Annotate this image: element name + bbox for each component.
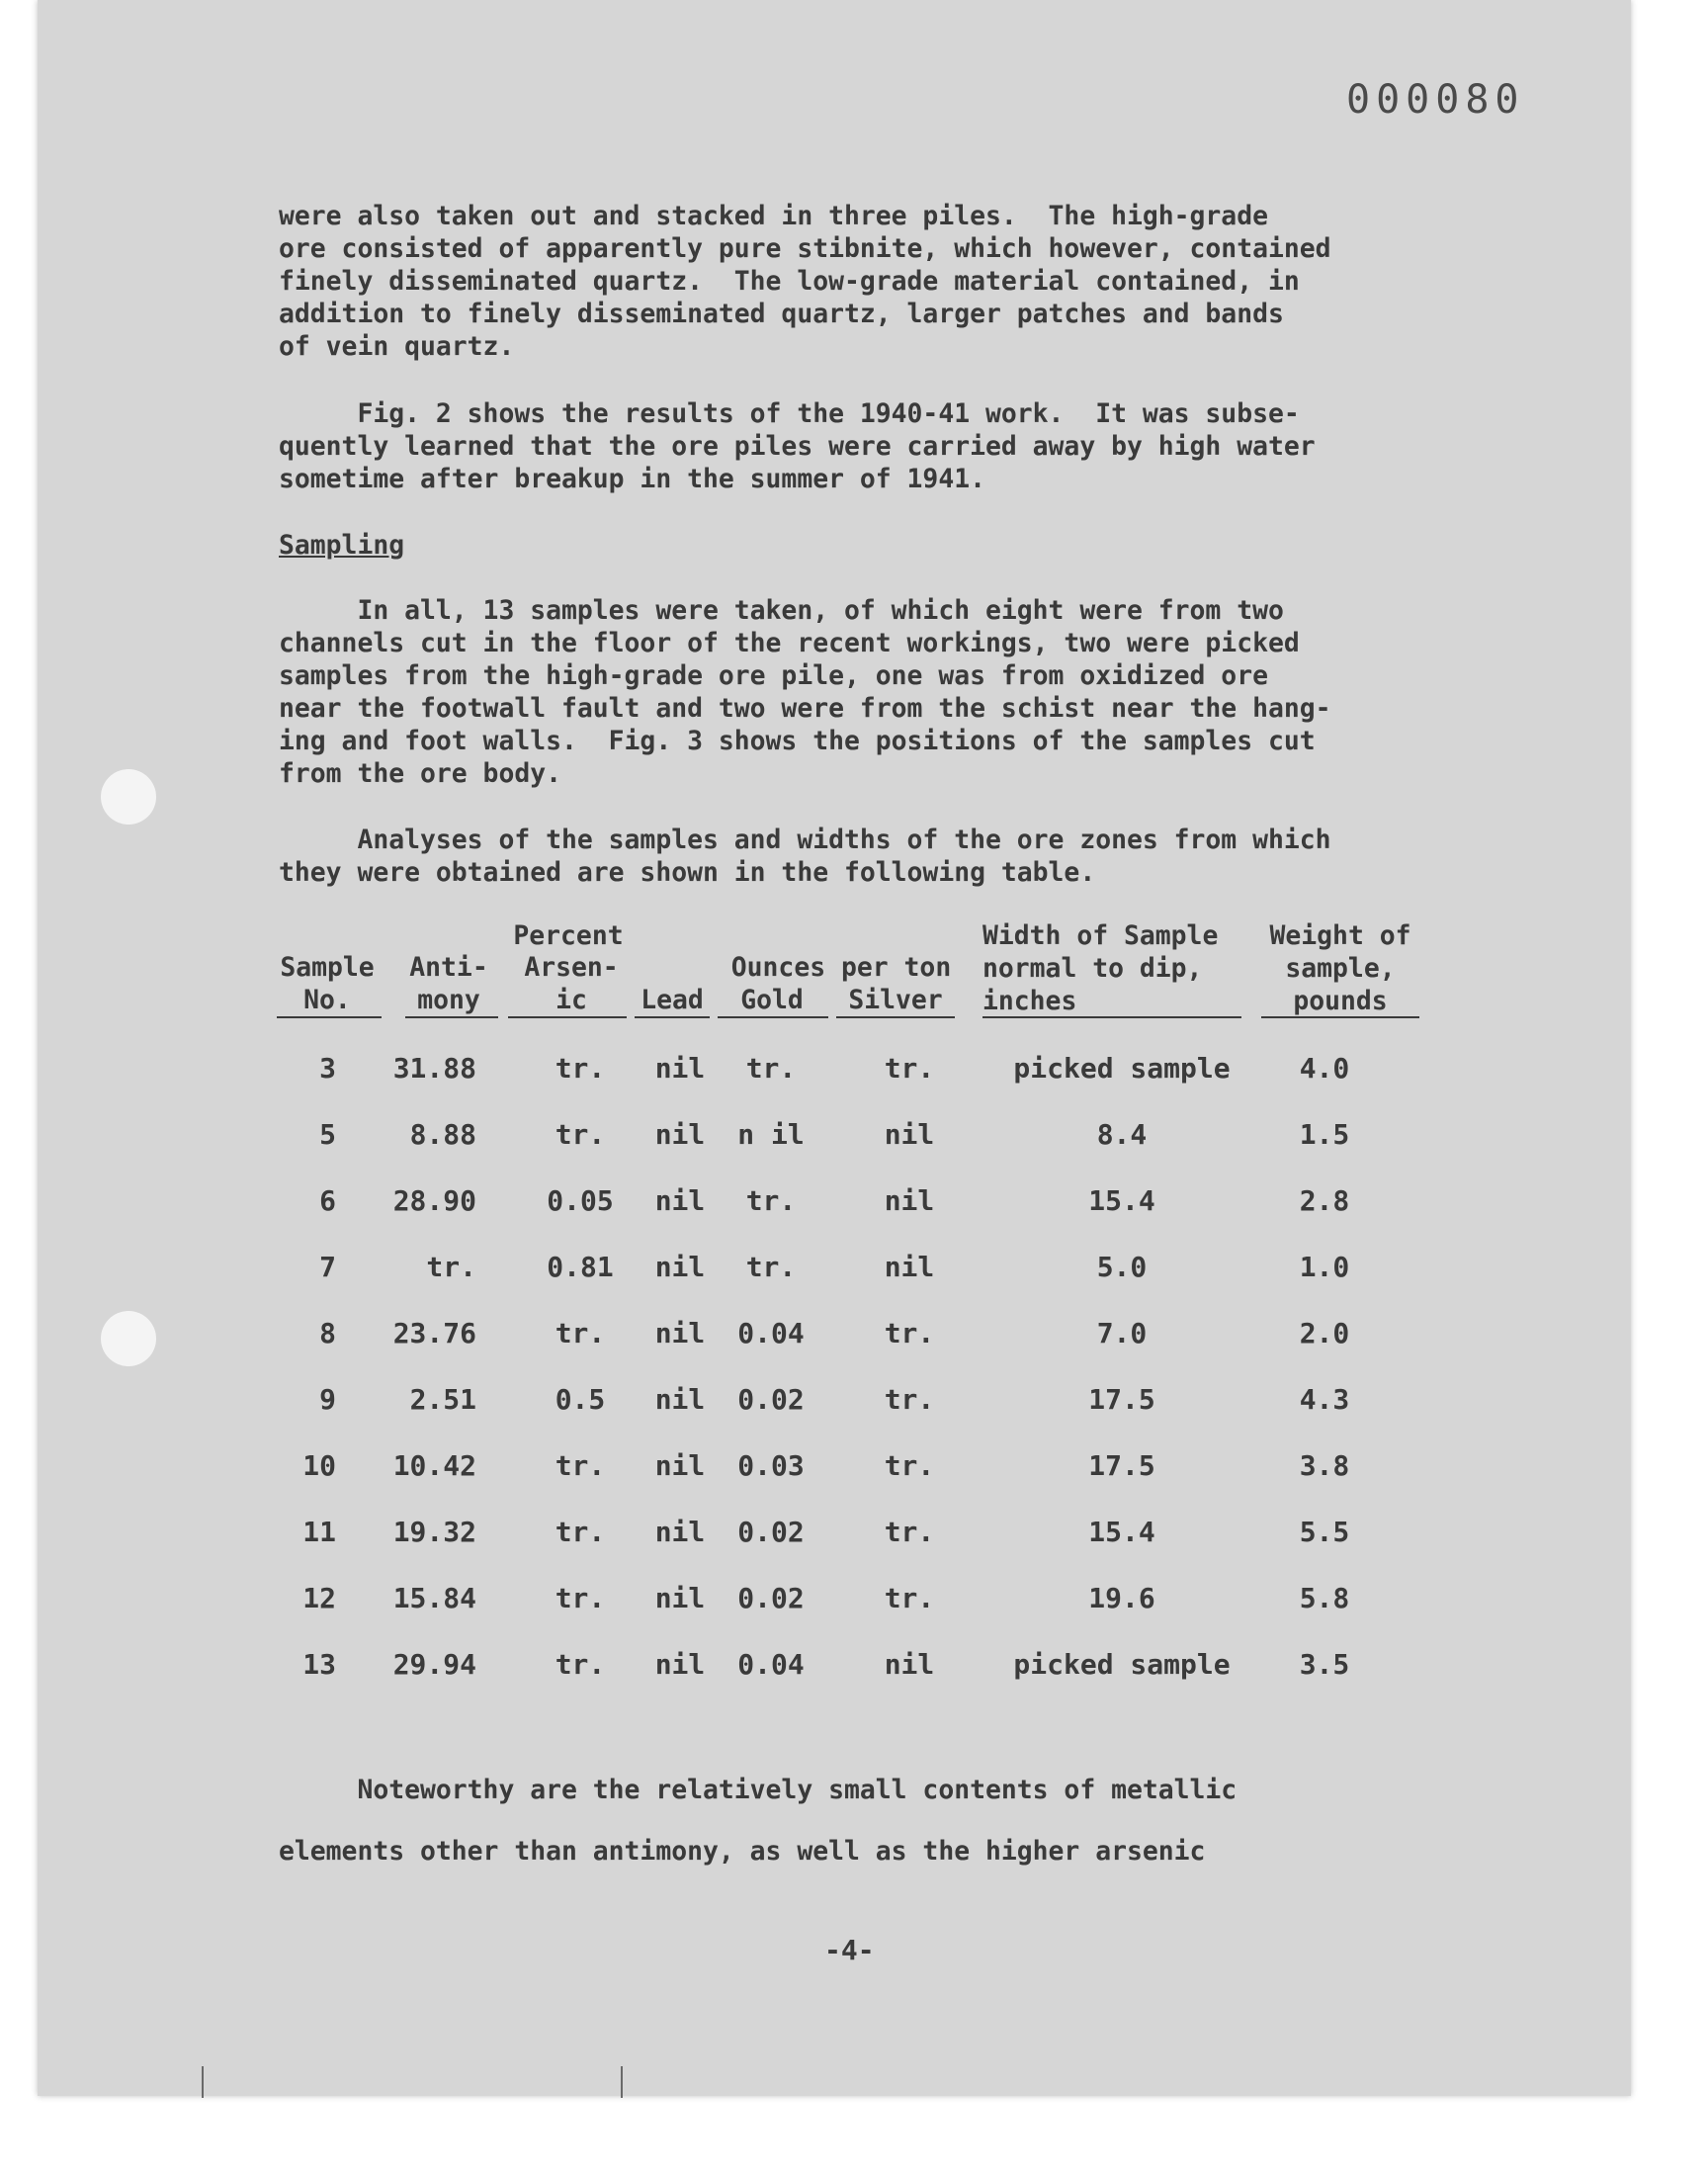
cell-antimony: 29.94 [392,1648,476,1681]
header-underline [635,1016,710,1018]
cell-gold: 0.02 [737,1383,805,1416]
header-weight: Weight of sample, pounds [1269,920,1411,1016]
cell-antimony: 28.90 [392,1184,476,1217]
cell-antimony: 23.76 [392,1317,476,1349]
cell-width: 7.0 [1096,1317,1148,1349]
header-sample-no: Sample No. [280,952,375,1015]
header-underline [277,1016,382,1018]
cell-arsenic: tr. [555,1516,606,1548]
cell-sample-no: 10 [302,1449,336,1482]
cell-weight: 1.0 [1299,1251,1350,1283]
cell-arsenic: tr. [555,1052,606,1085]
paragraph-ore-piles: were also taken out and stacked in three piles. The high-grade ore consisted of apparently pure stibnite, which however, contained finely disseminated quartz. The low-grade material contained, in addition to finely disseminated quartz, larger patches and bands of vein quartz. [279,201,1331,362]
cell-antimony: 2.51 [409,1383,476,1416]
cell-arsenic: tr. [555,1449,606,1482]
punch-hole [101,769,156,825]
cell-silver: nil [884,1251,935,1283]
header-antimony: Anti- mony [409,952,488,1015]
scan-edge-mark [621,2066,623,2098]
header-gold: Gold [740,985,804,1015]
cell-lead: nil [654,1052,706,1085]
cell-sample-no: 3 [319,1052,336,1085]
cell-arsenic: 0.81 [547,1251,614,1283]
cell-width: 19.6 [1088,1582,1155,1614]
cell-width: 17.5 [1088,1383,1155,1416]
header-underline [982,1016,1241,1018]
cell-width: 15.4 [1088,1516,1155,1548]
cell-gold: n il [737,1118,805,1151]
header-underline [508,1016,627,1018]
cell-weight: 1.5 [1299,1118,1350,1151]
cell-sample-no: 7 [319,1251,336,1283]
cell-arsenic: tr. [555,1648,606,1681]
cell-arsenic: tr. [555,1317,606,1349]
cell-lead: nil [654,1317,706,1349]
cell-gold: tr. [745,1184,797,1217]
cell-gold: tr. [745,1251,797,1283]
punch-hole [101,1311,156,1366]
cell-silver: tr. [884,1383,935,1416]
paragraph-samples: In all, 13 samples were taken, of which eight were from two channels cut in the floor of the recent workings, two were picked samples from the high-grade ore pile, one was from oxidized ore near the footwall fault and two were from the schist near the hang- ing and foot walls. Fig. 3 shows the positions of the samples cut from the ore body. [279,595,1331,789]
cell-sample-no: 5 [319,1118,336,1151]
header-silver: Silver [848,985,943,1015]
cell-weight: 3.8 [1299,1449,1350,1482]
cell-sample-no: 13 [302,1648,336,1681]
cell-arsenic: 0.5 [555,1383,606,1416]
cell-sample-no: 8 [319,1317,336,1349]
cell-antimony: tr. [426,1251,476,1283]
cell-gold: 0.04 [737,1317,805,1349]
cell-silver: nil [884,1648,935,1681]
cell-sample-no: 6 [319,1184,336,1217]
header-width: Width of Sample normal to dip, inches [982,920,1219,1016]
paragraph-noteworthy: Noteworthy are the relatively small contents of metallic elements other than antimony, as well as the higher arsenic [279,1775,1238,1867]
cell-width: 15.4 [1088,1184,1155,1217]
cell-arsenic: 0.05 [547,1184,614,1217]
cell-sample-no: 11 [302,1516,336,1548]
cell-silver: tr. [884,1449,935,1482]
header-underline [405,1016,498,1018]
cell-silver: nil [884,1118,935,1151]
cell-gold: 0.04 [737,1648,805,1681]
cell-antimony: 31.88 [392,1052,476,1085]
header-ounces-per-ton: Ounces per ton [730,952,952,983]
cell-antimony: 15.84 [392,1582,476,1614]
cell-lead: nil [654,1648,706,1681]
cell-lead: nil [654,1251,706,1283]
cell-sample-no: 9 [319,1383,336,1416]
cell-silver: tr. [884,1052,935,1085]
cell-weight: 5.8 [1299,1582,1350,1614]
header-underline [718,1016,828,1018]
cell-weight: 4.0 [1299,1052,1350,1085]
scan-edge-mark [202,2066,204,2098]
cell-silver: nil [884,1184,935,1217]
page-number: -4- [824,1934,875,1966]
header-arsenic: Arsen- ic [524,952,619,1015]
cell-lead: nil [654,1582,706,1614]
cell-antimony: 10.42 [392,1449,476,1482]
header-percent: Percent [513,920,624,951]
cell-width: 5.0 [1096,1251,1148,1283]
cell-width: picked sample [1013,1052,1231,1085]
cell-lead: nil [654,1383,706,1416]
document-number: 000080 [1346,77,1525,123]
cell-weight: 4.3 [1299,1383,1350,1416]
header-underline [1261,1016,1419,1018]
cell-width: 8.4 [1096,1118,1148,1151]
section-heading-sampling: Sampling [279,530,405,561]
cell-gold: 0.02 [737,1582,805,1614]
cell-lead: nil [654,1118,706,1151]
cell-gold: 0.03 [737,1449,805,1482]
header-lead: Lead [640,985,704,1015]
cell-silver: tr. [884,1317,935,1349]
cell-antimony: 19.32 [392,1516,476,1548]
cell-silver: tr. [884,1516,935,1548]
cell-gold: tr. [745,1052,797,1085]
cell-silver: tr. [884,1582,935,1614]
cell-weight: 5.5 [1299,1516,1350,1548]
cell-width: 17.5 [1088,1449,1155,1482]
cell-gold: 0.02 [737,1516,805,1548]
cell-antimony: 8.88 [409,1118,476,1151]
cell-width: picked sample [1013,1648,1231,1681]
cell-weight: 2.0 [1299,1317,1350,1349]
cell-weight: 3.5 [1299,1648,1350,1681]
cell-lead: nil [654,1449,706,1482]
header-underline [836,1016,955,1018]
paragraph-analyses: Analyses of the samples and widths of the ore zones from which they were obtained are shown in the following table. [279,825,1331,888]
cell-lead: nil [654,1184,706,1217]
paragraph-fig2: Fig. 2 shows the results of the 1940-41 work. It was subse- quently learned that the ore piles were carried away by high water sometime after breakup in the summer of 1941. [279,398,1316,494]
cell-sample-no: 12 [302,1582,336,1614]
cell-weight: 2.8 [1299,1184,1350,1217]
cell-arsenic: tr. [555,1582,606,1614]
cell-arsenic: tr. [555,1118,606,1151]
cell-lead: nil [654,1516,706,1548]
